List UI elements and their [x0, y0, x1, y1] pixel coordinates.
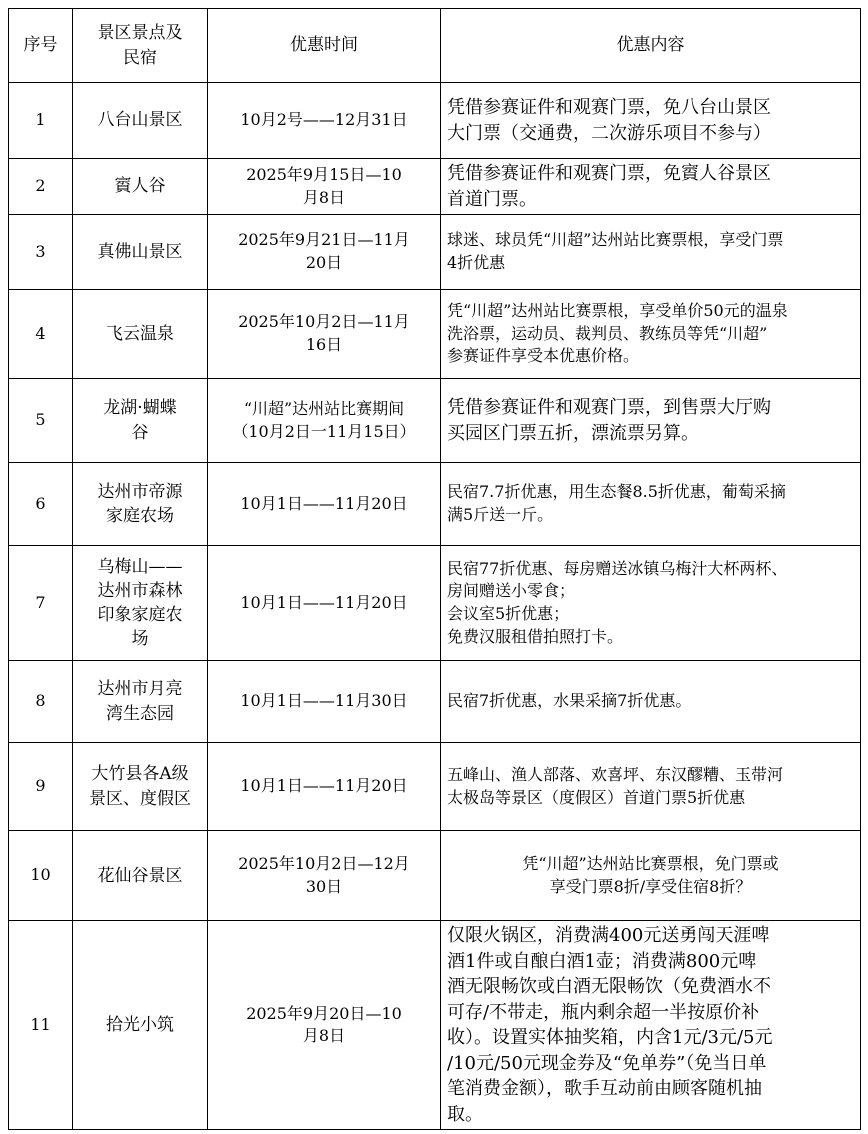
spot-cell: [73, 83, 208, 159]
spot-cell: [73, 661, 208, 743]
spot-cell-line: 八台山景区: [97, 110, 183, 131]
spot-cell-line: 大竹县各A级: [91, 764, 189, 785]
time-cell: [208, 83, 441, 159]
time-cell-line: 20日: [305, 253, 343, 273]
table-row: [9, 463, 861, 546]
spot-cell-line: 场: [131, 629, 149, 650]
time-cell-line: 月8日: [302, 1026, 346, 1046]
table-row: [9, 743, 861, 831]
content-cell: [441, 661, 861, 743]
table-row: [9, 290, 861, 379]
time-cell-line: （10月2日一11月15日）: [232, 421, 416, 441]
table-body: [9, 83, 861, 1130]
header-spot-line: 民宿: [123, 47, 157, 68]
content-cell: [441, 921, 861, 1130]
content-cell: [441, 463, 861, 546]
content-cell-line: 酒1件或自酿白酒1壶；消费满800元啤: [447, 950, 757, 972]
time-cell: [208, 159, 441, 215]
time-cell-line: 10月1日——11月30日: [240, 691, 408, 711]
spot-cell-line: 印象家庭农: [97, 605, 183, 626]
seq-cell: 9: [9, 743, 73, 831]
content-cell-line: 凭借参赛证件和观赛门票，到售票大厅购: [447, 397, 771, 419]
spot-cell-line: 飞云温泉: [106, 324, 174, 345]
time-cell: [208, 290, 441, 379]
seq-cell: 11: [9, 921, 73, 1130]
content-cell-line: 五峰山、渔人部落、欢喜坪、东汉醪糟、玉带河: [447, 764, 784, 784]
content-cell-line: 满5斤送一斤。: [447, 505, 554, 525]
content-cell-line: /10元/50元现金券及“免单券”（免当日单: [447, 1052, 767, 1074]
time-cell: [208, 831, 441, 921]
table-row: [9, 215, 861, 290]
header-content: 优惠内容: [441, 9, 861, 83]
time-cell: [208, 921, 441, 1130]
content-cell: [441, 215, 861, 290]
spot-cell: [73, 546, 208, 661]
seq-cell: 10: [9, 831, 73, 921]
content-cell-line: 取。: [447, 1103, 483, 1125]
spot-cell: [73, 831, 208, 921]
table-row: [9, 379, 861, 463]
time-cell-line: 2025年10月2日—12月: [238, 853, 410, 873]
table-row: [9, 159, 861, 215]
time-cell-line: 10月1日——11月20日: [240, 493, 408, 513]
content-cell-line: 收）。设置实体抽奖箱，内含1元/3元/5元: [447, 1027, 773, 1049]
time-cell-line: “川超”达州站比赛期间: [243, 398, 405, 418]
content-cell-line: 民宿7折优惠，水果采摘7折优惠。: [447, 691, 692, 711]
spot-cell-line: 賨人谷: [114, 176, 166, 197]
seq-cell: 4: [9, 290, 73, 379]
content-cell: [441, 290, 861, 379]
content-cell-line: 民宿77折优惠、每房赠送冰镇乌梅汁大杯两杯、: [447, 558, 788, 578]
seq-cell: 8: [9, 661, 73, 743]
content-cell: [441, 546, 861, 661]
content-cell-line: 免费汉服租借拍照打卡。: [447, 626, 624, 646]
seq-cell: 2: [9, 159, 73, 215]
time-cell-line: 2025年9月20日—10: [246, 1003, 402, 1023]
seq-cell: 1: [9, 83, 73, 159]
time-cell-line: 10月1日——11月20日: [240, 592, 408, 612]
discount-table: [8, 8, 861, 1130]
spot-cell-line: 拾光小筑: [106, 1015, 174, 1036]
header-seq: 序号: [9, 9, 73, 83]
spot-cell: [73, 159, 208, 215]
seq-cell: 7: [9, 546, 73, 661]
time-cell: [208, 661, 441, 743]
content-cell-line: 凭“川超”达州站比赛票根，免门票或: [522, 853, 779, 873]
table-row: [9, 83, 861, 159]
content-cell: [441, 379, 861, 463]
content-cell-line: 会议室5折优惠；: [447, 604, 570, 624]
header-row: [9, 9, 861, 83]
seq-cell: 6: [9, 463, 73, 546]
content-cell-line: 酒无限畅饮或白酒无限畅饮（免费酒水不: [447, 976, 771, 998]
content-cell: [441, 159, 861, 215]
document: [8, 8, 861, 1130]
time-cell: [208, 463, 441, 546]
spot-cell: [73, 743, 208, 831]
time-cell-line: 16日: [305, 335, 343, 355]
content-cell-line: 大门票（交通费，二次游乐项目不参与）: [447, 122, 771, 144]
spot-cell-line: 达州市森林: [97, 580, 183, 601]
spot-cell-line: 真佛山景区: [97, 242, 183, 263]
table-row: [9, 921, 861, 1130]
seq-cell: 3: [9, 215, 73, 290]
content-cell: [441, 743, 861, 831]
content-cell-line: 可存/不带走，瓶内剩余超一半按原价补: [447, 1001, 760, 1023]
time-cell-line: 10月1日——11月20日: [240, 776, 408, 796]
header-time: 优惠时间: [208, 9, 441, 83]
table-row: [9, 546, 861, 661]
table-row: [9, 831, 861, 921]
time-cell-line: 10月2号——12月31日: [240, 110, 408, 130]
time-cell: [208, 743, 441, 831]
spot-cell-line: 达州市帝源: [97, 481, 183, 502]
time-cell-line: 2025年9月15日—10: [246, 164, 402, 184]
spot-cell-line: 龙湖·蝴蝶: [103, 398, 177, 419]
table-row: [9, 661, 861, 743]
content-cell: [441, 831, 861, 921]
header-spot: [73, 9, 208, 83]
content-cell-line: 4折优惠: [447, 253, 506, 273]
time-cell: [208, 215, 441, 290]
time-cell: [208, 379, 441, 463]
spot-cell-line: 景区、度假区: [89, 788, 191, 809]
content-cell-line: 笔消费金额），歌手互动前由顾客随机抽: [447, 1078, 762, 1100]
spot-cell: [73, 379, 208, 463]
spot-cell: [73, 290, 208, 379]
content-cell-line: 凭借参赛证件和观赛门票，免賨人谷景区: [447, 163, 771, 184]
content-cell-line: 买园区门票五折，漂流票另算。: [447, 422, 699, 444]
content-cell-line: 球迷、球员凭“川超”达州站比赛票根，享受门票: [447, 230, 784, 250]
time-cell-line: 30日: [305, 876, 343, 896]
content-cell-line: 首道门票。: [447, 188, 537, 210]
time-cell-line: 月8日: [302, 187, 346, 207]
spot-cell-line: 谷: [131, 422, 149, 443]
content-cell-line: 享受门票8折/享受住宿8折？: [549, 876, 752, 896]
header-spot-line: 景区景点及: [97, 23, 183, 44]
content-cell-line: 凭“川超”达州站比赛票根，享受单价50元的温泉: [447, 301, 788, 321]
time-cell: [208, 546, 441, 661]
seq-cell: 5: [9, 379, 73, 463]
spot-cell-line: 达州市月亮: [97, 679, 183, 700]
spot-cell-line: 湾生态园: [106, 703, 174, 724]
content-cell-line: 太极岛等景区（度假区）首道门票5折优惠: [447, 787, 746, 807]
time-cell-line: 2025年10月2日—11月: [238, 312, 410, 332]
content-cell-line: 参赛证件享受本优惠价格。: [447, 346, 640, 366]
content-cell-line: 凭借参赛证件和观赛门票，免八台山景区: [447, 96, 771, 118]
content-cell-line: 民宿7.7折优惠，用生态餐8.5折优惠，葡萄采摘: [447, 482, 786, 502]
spot-cell-line: 家庭农场: [106, 506, 174, 527]
time-cell-line: 2025年9月21日—11月: [238, 230, 410, 250]
spot-cell: [73, 921, 208, 1130]
content-cell-line: 仅限火锅区，消费满400元送勇闯天涯啤: [447, 925, 770, 947]
content-cell-line: 洗浴票，运动员、裁判员、教练员等凭“川超”: [447, 323, 768, 343]
spot-cell: [73, 215, 208, 290]
spot-cell-line: 花仙谷景区: [97, 865, 183, 886]
content-cell-line: 房间赠送小零食；: [447, 581, 576, 601]
spot-cell-line: 乌梅山——: [97, 556, 183, 577]
spot-cell: [73, 463, 208, 546]
content-cell: [441, 83, 861, 159]
